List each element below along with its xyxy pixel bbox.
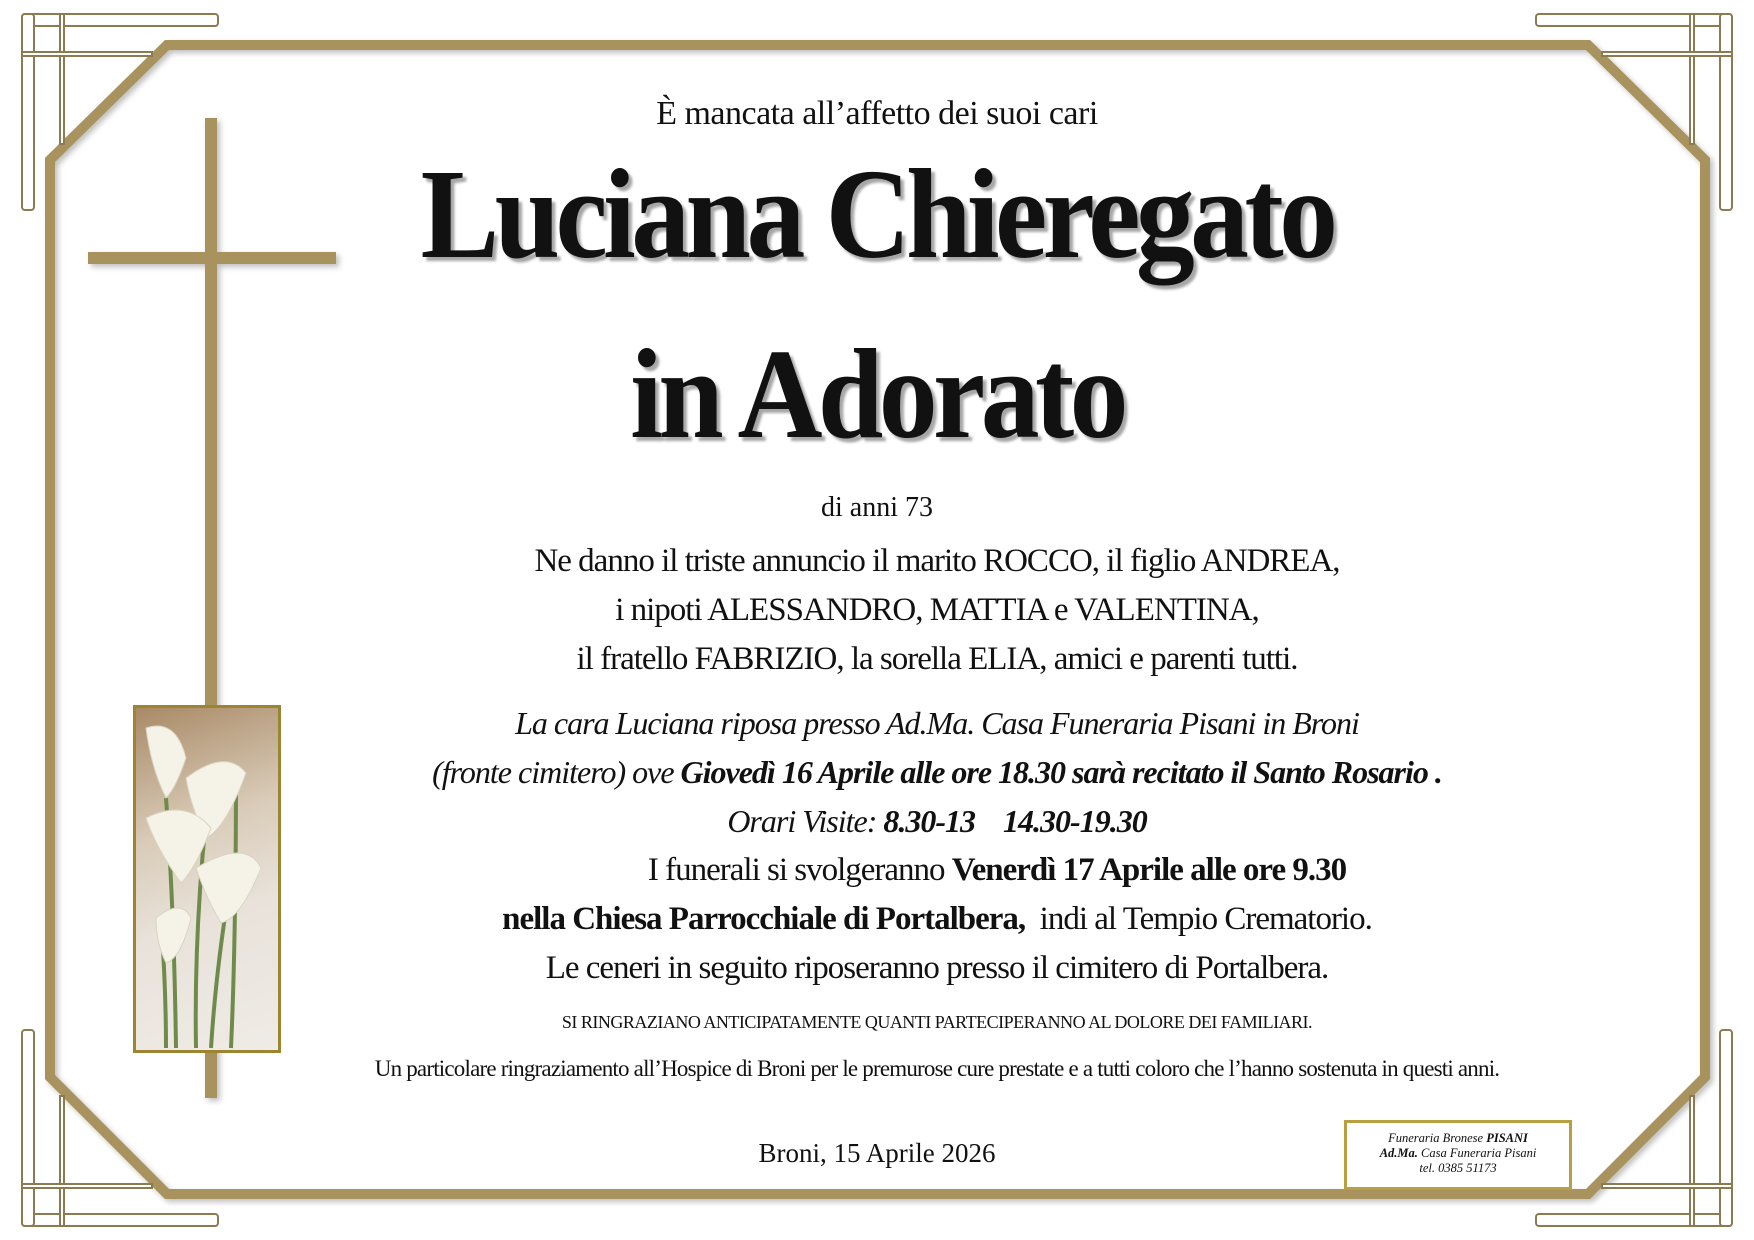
stamp-line-2: Casa Funeraria Pisani [1417,1146,1537,1160]
intro-text: È mancata all’affetto dei suoi cari [656,95,1098,132]
stamp-line-1: Funeraria Bronese [1388,1131,1487,1145]
special-thanks-text: Un particolare ringraziamento all’Hospice di Broni per le premurose cure prestate e a tutti coloro che l’hanno sostenuta in questi anni. [374,1056,1500,1081]
visiting-hours [60,803,1754,840]
family-line-1: Ne danno il triste annuncio il marito ROCCO, il figlio ANDREA, [534,543,1340,579]
family-line-2: i nipoti ALESSANDRO, MATTIA e VALENTINA, [615,592,1259,628]
place-date: Broni, 15 Aprile 2026 [758,1138,996,1168]
rosary-text [60,754,1754,791]
rosary-details: Giovedì 16 Aprile alle ore 18.30 sarà recitato il Santo Rosario . [680,754,1442,790]
deceased-married-name: in Adorato [630,323,1124,465]
church-suffix: indi al Tempio Crematorio. [1025,901,1372,937]
funeral-date: Venerdì 17 Aprile alle ore 9.30 [951,852,1347,888]
visits-label: Orari Visite: [727,803,884,839]
stamp-phone: tel. 0385 51173 [1419,1161,1497,1175]
stamp-brand: PISANI [1486,1131,1528,1145]
rosary-prefix: (fronte cimitero) ove [432,754,681,790]
church-name: nella Chiesa Parrocchiale di Portalbera, [502,901,1026,937]
funeral-home-stamp [1344,1120,1572,1190]
visits-hours: 8.30-13 14.30-19.30 [883,803,1147,839]
advance-thanks-text: SI RINGRAZIANO ANTICIPATAMENTE QUANTI PARTECIPERANNO AL DOLORE DEI FAMILIARI. [561,1012,1313,1032]
church-text [60,901,1754,938]
family-line-3: il fratello FABRIZIO, la sorella ELIA, amici e parenti tutti. [576,641,1298,677]
age-text: di anni 73 [821,492,933,523]
rest-place-text: La cara Luciana riposa presso Ad.Ma. Casa Funeraria Pisani in Broni [515,705,1359,741]
ashes-text: Le ceneri in seguito riposeranno presso il cimitero di Portalbera. [545,950,1329,986]
stamp-admin: Ad.Ma. [1379,1146,1418,1160]
funeral-text [120,852,1754,889]
funeral-prefix: I funerali si svolgeranno [647,852,952,888]
deceased-name: Luciana Chieregato [420,143,1334,285]
